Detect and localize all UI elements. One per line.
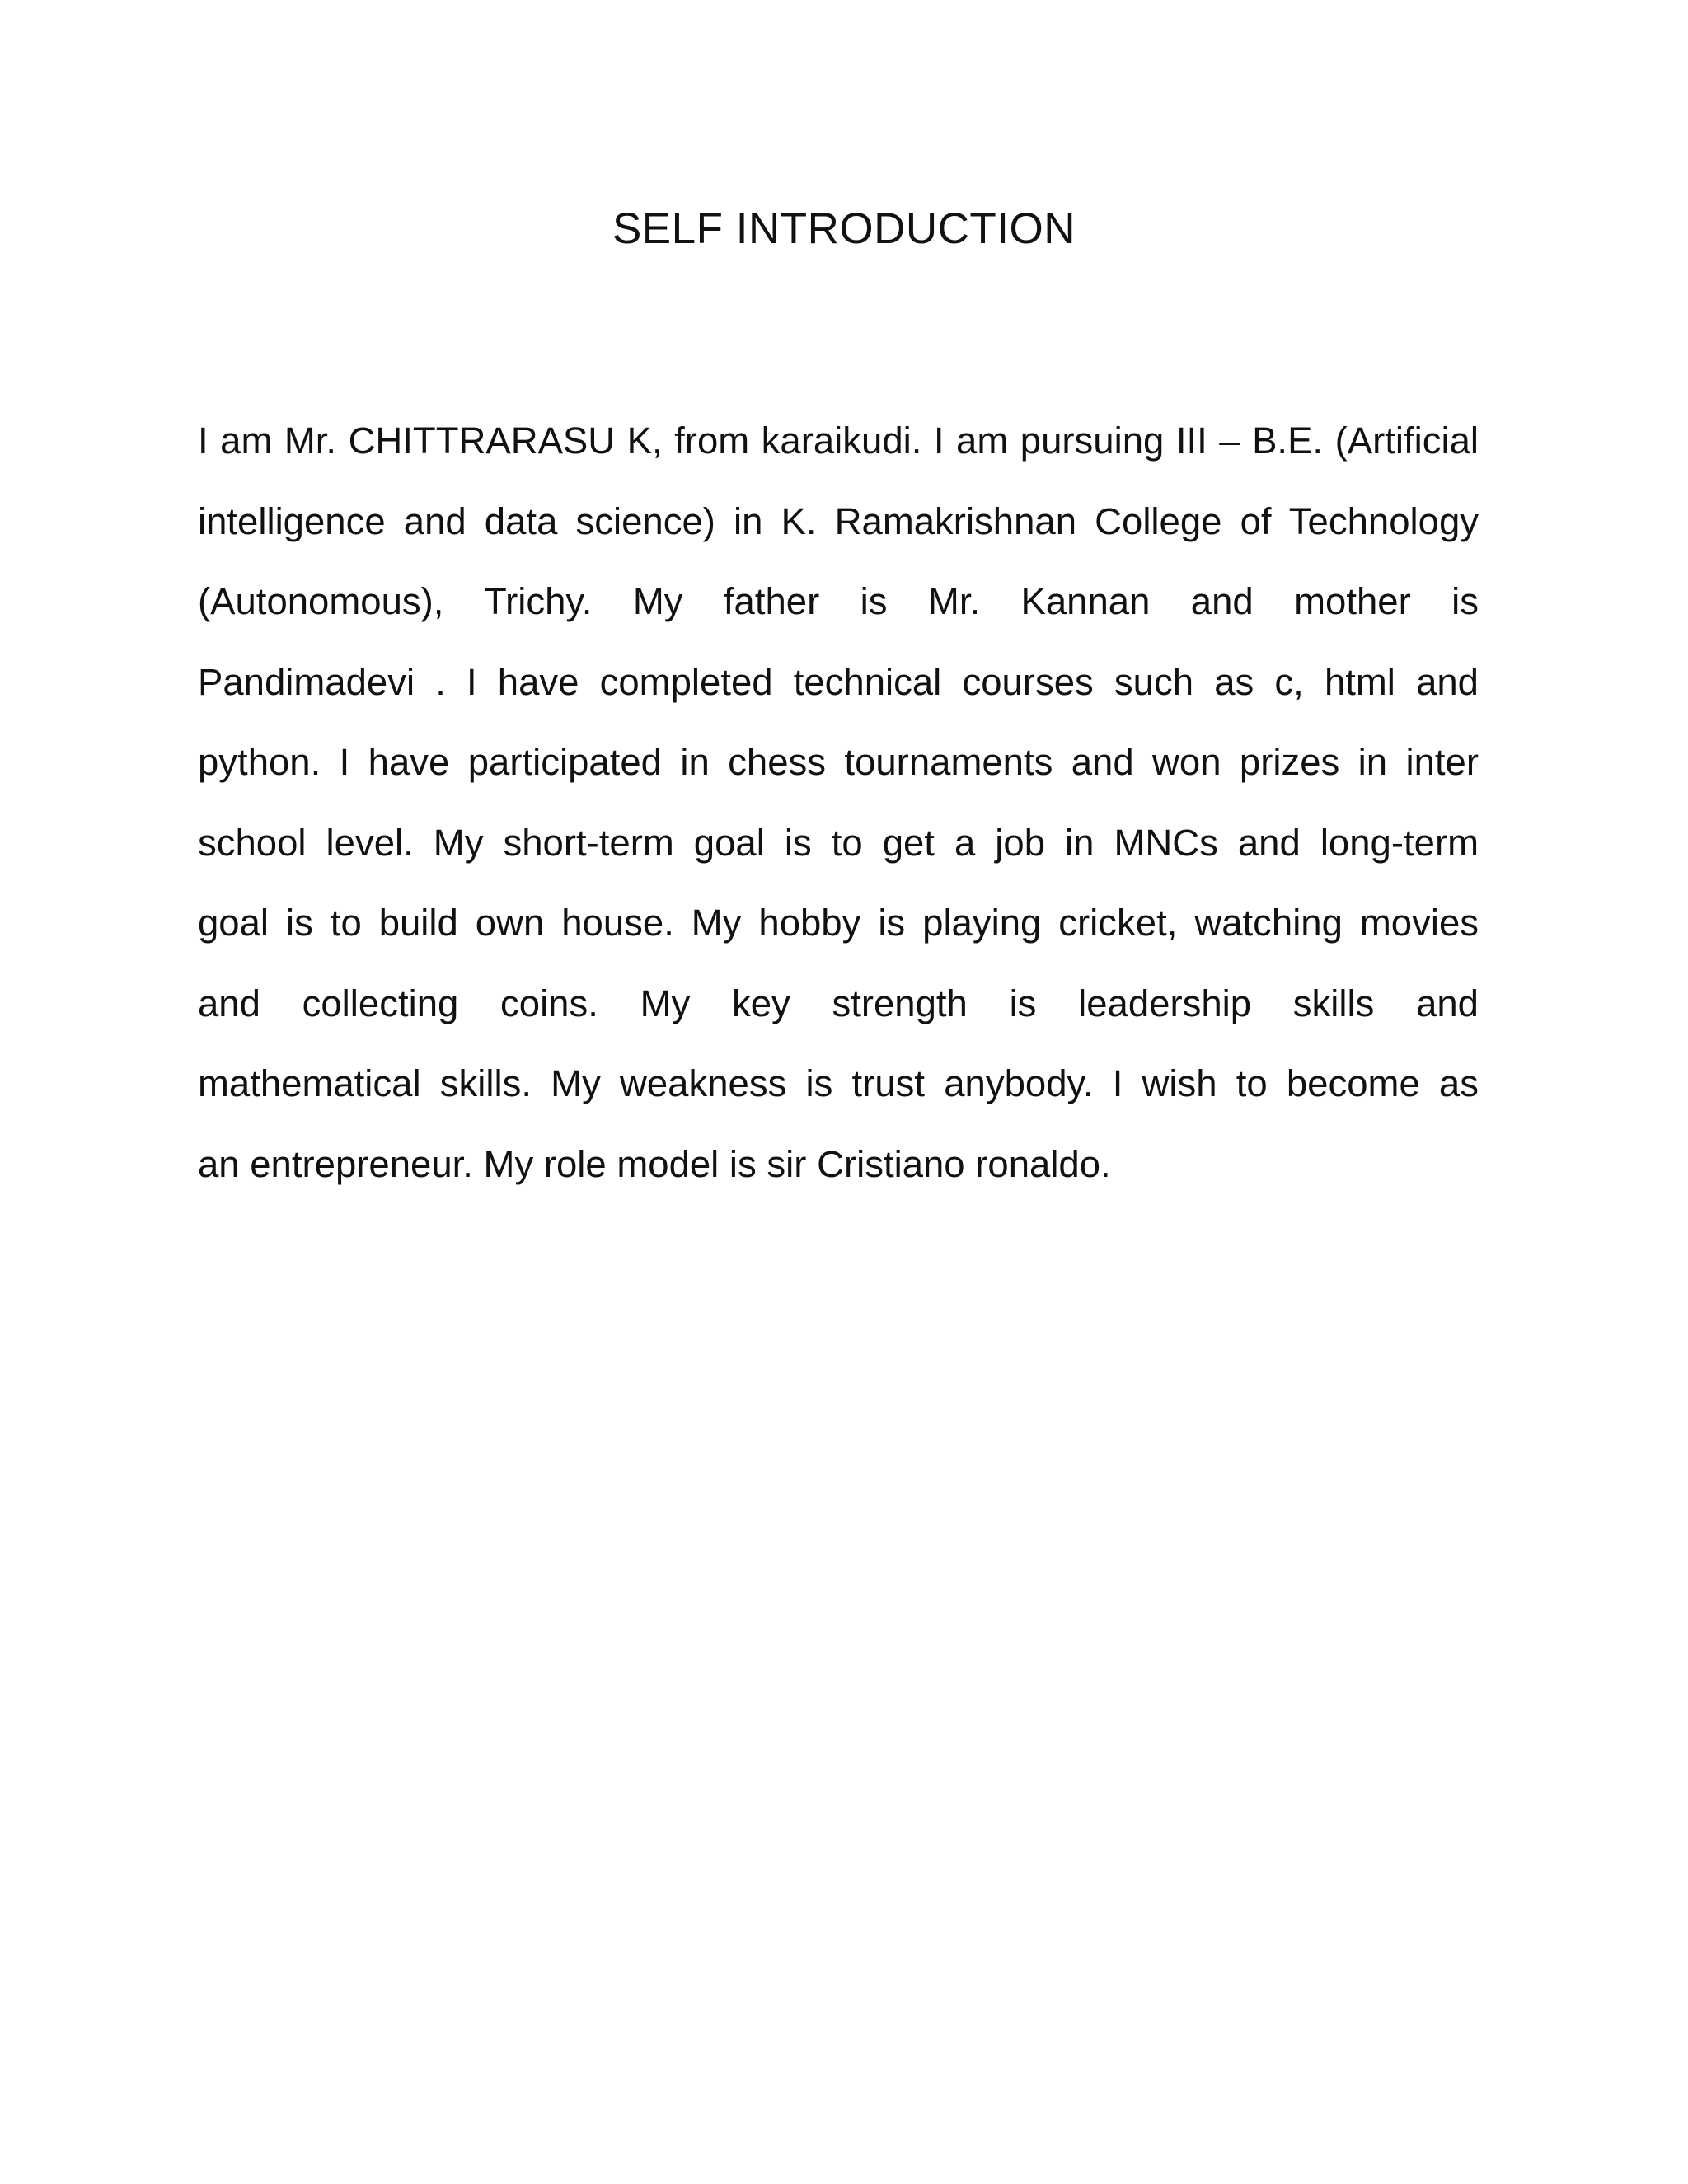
document-title: SELF INTRODUCTION <box>612 204 1076 253</box>
paragraph-line: (Autonomous), Trichy. My father is Mr. Kannan and mother is <box>198 580 1479 622</box>
self-introduction-paragraph <box>198 401 1479 1204</box>
paragraph-line: mathematical skills. My weakness is trust anybody. I wish to become as <box>198 1062 1479 1104</box>
paragraph-line: an entrepreneur. My role model is sir Cristiano ronaldo. <box>198 1142 1111 1185</box>
paragraph-line: Pandimadevi . I have completed technical courses such as c, html and <box>198 660 1479 703</box>
paragraph-line: school level. My short-term goal is to get a job in MNCs and long-term <box>198 821 1479 864</box>
paragraph-line: intelligence and data science) in K. Ramakrishnan College of Technology <box>198 499 1479 542</box>
paragraph-line: goal is to build own house. My hobby is playing cricket, watching movies <box>198 902 1479 944</box>
paragraph-line: python. I have participated in chess tournaments and won prizes in inter <box>198 741 1479 783</box>
paragraph-line: and collecting coins. My key strength is leadership skills and <box>198 982 1479 1024</box>
paragraph-line: I am Mr. CHITTRARASU K, from karaikudi. I am pursuing III – B.E. (Artificial <box>198 419 1479 462</box>
